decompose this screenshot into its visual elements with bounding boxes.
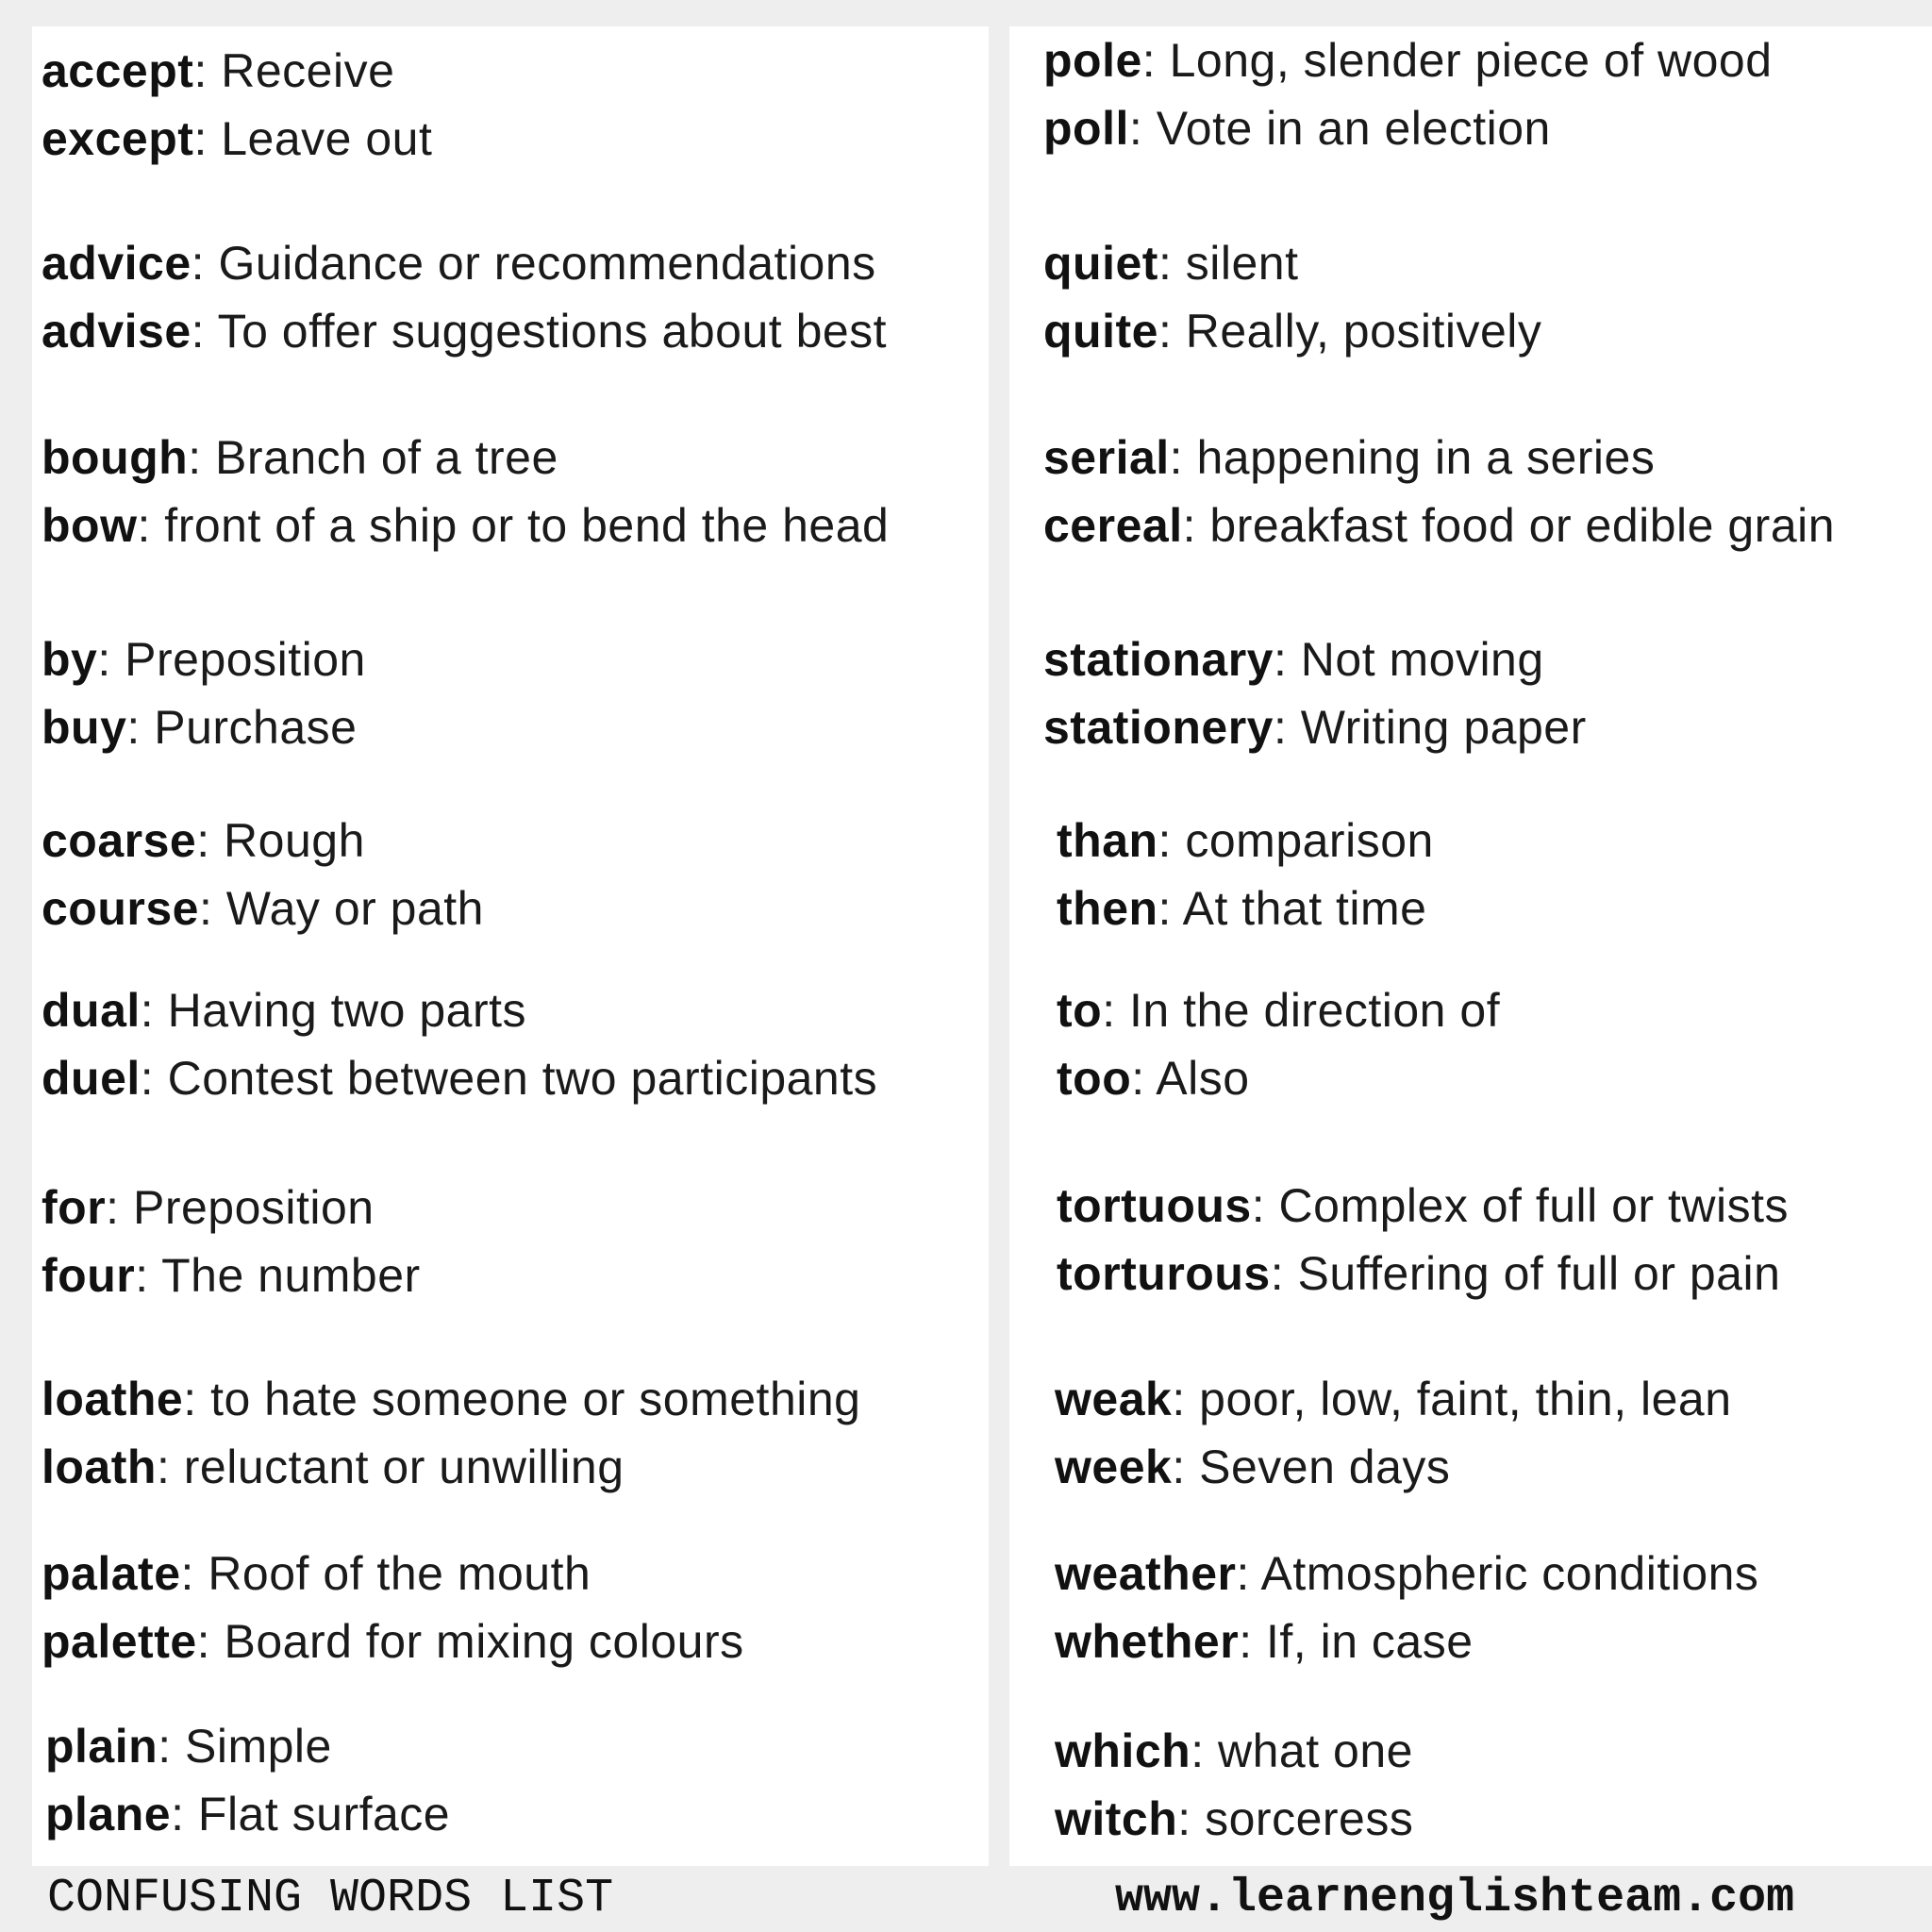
separator: : — [1191, 1724, 1205, 1777]
separator: : — [1158, 814, 1172, 867]
entry-line — [1057, 976, 1500, 1044]
footer-title: CONFUSING WORDS LIST — [47, 1872, 614, 1925]
separator: : — [183, 1373, 197, 1425]
separator: : — [1102, 984, 1116, 1037]
separator: : — [1169, 431, 1184, 484]
entry-line — [42, 297, 887, 365]
entry-definition: Vote in an election — [1156, 102, 1551, 155]
separator: : — [196, 814, 210, 867]
entry-word: too — [1057, 1052, 1132, 1105]
entry-definition: Atmospheric conditions — [1260, 1547, 1759, 1600]
entry-definition: Also — [1156, 1052, 1250, 1105]
entry-line — [1055, 1785, 1413, 1853]
word-pair-by-buy — [42, 625, 366, 761]
separator: : — [137, 499, 151, 552]
word-pair-plain-plane — [45, 1712, 450, 1848]
entry-line — [42, 1540, 744, 1607]
entry-line — [1043, 693, 1587, 761]
entry-definition: Branch of a tree — [215, 431, 558, 484]
separator: : — [180, 1547, 194, 1600]
entry-line — [1055, 1365, 1732, 1433]
word-pair-weather-whether — [1055, 1540, 1758, 1675]
entry-line — [42, 1044, 877, 1112]
entry-line — [42, 424, 889, 491]
entry-line — [45, 1780, 450, 1848]
entry-definition: Purchase — [154, 701, 358, 754]
word-pair-than-then — [1057, 807, 1434, 942]
entry-word: poll — [1043, 102, 1129, 155]
entry-word: serial — [1043, 431, 1170, 484]
entry-definition: Guidance or recommendations — [218, 237, 876, 290]
entry-word: plane — [45, 1788, 172, 1840]
entry-word: bough — [42, 431, 189, 484]
separator: : — [97, 633, 111, 686]
entry-line — [1043, 94, 1773, 162]
entry-word: coarse — [42, 814, 197, 867]
separator: : — [1158, 237, 1173, 290]
entry-line — [1055, 1717, 1413, 1785]
word-pair-weak-week — [1055, 1365, 1732, 1501]
entry-word: which — [1055, 1724, 1191, 1777]
entry-word: torturous — [1057, 1247, 1271, 1300]
entry-line — [1043, 229, 1541, 297]
entry-line — [1057, 1044, 1500, 1112]
entry-line — [42, 37, 432, 105]
separator: : — [106, 1181, 120, 1234]
word-pair-for-four — [42, 1174, 421, 1309]
entry-definition: happening in a series — [1196, 431, 1656, 484]
word-pair-loathe-loath — [42, 1365, 860, 1501]
separator: : — [191, 305, 206, 358]
separator: : — [1141, 34, 1157, 87]
entry-definition: poor, low, faint, thin, lean — [1199, 1373, 1732, 1425]
entry-line — [1057, 874, 1434, 942]
separator: : — [140, 984, 155, 1037]
entry-definition: To offer suggestions about best — [217, 305, 888, 358]
entry-definition: Board for mixing colours — [224, 1615, 744, 1668]
separator: : — [193, 112, 208, 165]
entry-definition: reluctant or unwilling — [183, 1441, 625, 1493]
entry-word: week — [1055, 1441, 1173, 1493]
separator: : — [196, 1615, 211, 1668]
entry-definition: Writing paper — [1300, 701, 1587, 754]
entry-definition: Not moving — [1300, 633, 1544, 686]
entry-word: tortuous — [1057, 1179, 1252, 1232]
entry-definition: Complex of full or twists — [1278, 1179, 1789, 1232]
entry-word: course — [42, 882, 199, 935]
separator: : — [1270, 1247, 1285, 1300]
separator: : — [1273, 633, 1288, 686]
entry-word: cereal — [1043, 499, 1183, 552]
entry-line — [42, 807, 484, 874]
entry-definition: breakfast food or edible grain — [1209, 499, 1836, 552]
word-pair-advice-advise — [42, 229, 887, 365]
entry-word: accept — [42, 44, 194, 97]
entry-definition: Long, slender piece of wood — [1169, 34, 1773, 87]
word-pair-accept-except — [42, 37, 432, 173]
entry-line — [1043, 297, 1541, 365]
separator: : — [126, 701, 141, 754]
entry-word: to — [1057, 984, 1103, 1037]
separator: : — [1236, 1547, 1250, 1600]
entry-definition: The number — [161, 1249, 421, 1302]
entry-word: palette — [42, 1615, 197, 1668]
separator: : — [1131, 1052, 1145, 1105]
entry-definition: Rough — [224, 814, 365, 867]
entry-word: except — [42, 112, 194, 165]
entry-definition: Really, positively — [1185, 305, 1542, 358]
separator: : — [188, 431, 202, 484]
entry-word: stationary — [1043, 633, 1274, 686]
entry-line — [42, 1365, 860, 1433]
entry-word: loathe — [42, 1373, 184, 1425]
separator: : — [193, 44, 208, 97]
entry-definition: front of a ship or to bend the head — [164, 499, 890, 552]
entry-word: loath — [42, 1441, 157, 1493]
entry-definition: Simple — [185, 1720, 332, 1773]
entry-definition: Having two parts — [167, 984, 526, 1037]
entry-line — [42, 1607, 744, 1675]
entry-word: weak — [1055, 1373, 1173, 1425]
entry-line — [42, 1433, 860, 1501]
entry-definition: silent — [1185, 237, 1299, 290]
entry-definition: Leave out — [221, 112, 433, 165]
entry-definition: Contest between two participants — [167, 1052, 878, 1105]
entry-word: buy — [42, 701, 127, 754]
word-pair-coarse-course — [42, 807, 484, 942]
entry-definition: Receive — [221, 44, 395, 97]
entry-word: advise — [42, 305, 192, 358]
word-pair-bough-bow — [42, 424, 889, 559]
entry-line — [42, 1241, 421, 1309]
entry-word: duel — [42, 1052, 141, 1105]
entry-word: then — [1057, 882, 1158, 935]
entry-line — [1057, 807, 1434, 874]
entry-line — [42, 976, 877, 1044]
entry-word: dual — [42, 984, 141, 1037]
word-pair-pole-poll — [1043, 26, 1773, 162]
entry-word: than — [1057, 814, 1158, 867]
entry-line — [42, 491, 889, 559]
entry-line — [1055, 1607, 1758, 1675]
separator: : — [1172, 1441, 1186, 1493]
entry-line — [42, 874, 484, 942]
entry-definition: Suffering of full or pain — [1297, 1247, 1781, 1300]
word-pair-quiet-quite — [1043, 229, 1541, 365]
word-pair-palate-palette — [42, 1540, 744, 1675]
entry-word: quite — [1043, 305, 1158, 358]
entry-definition: comparison — [1185, 814, 1434, 867]
word-pair-which-witch — [1055, 1717, 1413, 1853]
entry-word: palate — [42, 1547, 181, 1600]
separator: : — [1182, 499, 1196, 552]
separator: : — [191, 237, 206, 290]
entry-word: four — [42, 1249, 136, 1302]
entry-line — [42, 1174, 421, 1241]
entry-word: weather — [1055, 1547, 1237, 1600]
footer-website-url: www.learnenglishteam.com — [1115, 1872, 1795, 1925]
entry-word: plain — [45, 1720, 158, 1773]
entry-definition: If, in case — [1266, 1615, 1474, 1668]
entry-word: pole — [1043, 34, 1142, 87]
separator: : — [158, 1720, 172, 1773]
separator: : — [1128, 102, 1143, 155]
entry-line — [1057, 1172, 1789, 1240]
entry-line — [1043, 424, 1835, 491]
entry-line — [42, 625, 366, 693]
entry-word: witch — [1055, 1792, 1178, 1845]
separator: : — [135, 1249, 149, 1302]
entry-definition: Flat surface — [197, 1788, 451, 1840]
entry-line — [1055, 1433, 1732, 1501]
entry-word: stationery — [1043, 701, 1274, 754]
entry-definition: At that time — [1182, 882, 1427, 935]
entry-line — [42, 229, 887, 297]
separator: : — [1158, 882, 1172, 935]
entry-line — [42, 693, 366, 761]
separator: : — [1158, 305, 1173, 358]
entry-line — [42, 105, 432, 173]
entry-definition: Roof of the mouth — [208, 1547, 591, 1600]
entry-word: bow — [42, 499, 138, 552]
separator: : — [1172, 1373, 1186, 1425]
entry-word: advice — [42, 237, 192, 290]
entry-word: for — [42, 1181, 107, 1234]
word-pair-to-too — [1057, 976, 1500, 1112]
separator: : — [1177, 1792, 1191, 1845]
separator: : — [198, 882, 213, 935]
entry-line — [45, 1712, 450, 1780]
entry-line — [1043, 26, 1773, 94]
entry-definition: what one — [1218, 1724, 1413, 1777]
entry-definition: to hate someone or something — [210, 1373, 861, 1425]
entry-line — [1057, 1240, 1789, 1307]
word-pair-dual-duel — [42, 976, 877, 1112]
separator: : — [1273, 701, 1288, 754]
separator: : — [140, 1052, 155, 1105]
entry-definition: Seven days — [1199, 1441, 1451, 1493]
entry-definition: sorceress — [1205, 1792, 1414, 1845]
separator: : — [156, 1441, 171, 1493]
separator: : — [1239, 1615, 1253, 1668]
word-pair-stationary-stationery — [1043, 625, 1587, 761]
entry-line — [1043, 491, 1835, 559]
entry-line — [1043, 625, 1587, 693]
entry-line — [1055, 1540, 1758, 1607]
entry-definition: Way or path — [225, 882, 484, 935]
entry-word: whether — [1055, 1615, 1240, 1668]
entry-definition: Preposition — [132, 1181, 375, 1234]
word-pair-serial-cereal — [1043, 424, 1835, 559]
entry-word: quiet — [1043, 237, 1158, 290]
entry-definition: In the direction of — [1129, 984, 1501, 1037]
word-pair-tortuous-torturous — [1057, 1172, 1789, 1307]
entry-word: by — [42, 633, 98, 686]
entry-definition: Preposition — [125, 633, 366, 686]
separator: : — [1251, 1179, 1266, 1232]
separator: : — [171, 1788, 185, 1840]
